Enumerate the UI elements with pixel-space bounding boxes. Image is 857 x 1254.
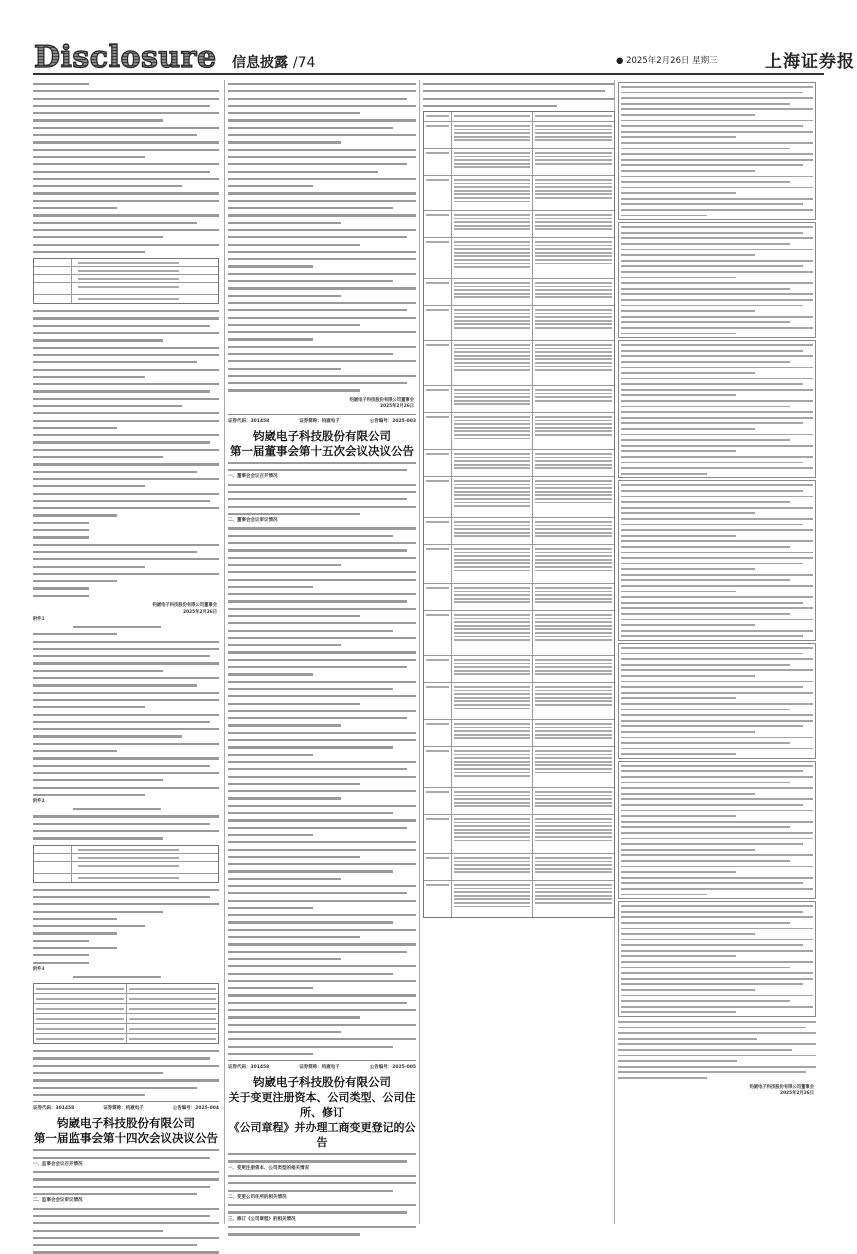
stock-name: 证券简称：钧崴电子 bbox=[299, 418, 340, 424]
page-title bbox=[232, 52, 315, 72]
announcement-title: 第一届监事会第十四次会议决议公告 bbox=[34, 1131, 218, 1146]
announcement-number: 公告编号：2025-005 bbox=[369, 1065, 416, 1071]
page-number: /74 bbox=[292, 55, 316, 71]
section-wordmark: Disclosure bbox=[34, 40, 217, 75]
column-divider bbox=[224, 80, 225, 1224]
company-name: 钧崴电子科技股份有限公司 bbox=[253, 428, 391, 443]
section-heading: 二、监事会会议审议情况 bbox=[33, 1198, 83, 1204]
company-name: 钧崴电子科技股份有限公司 bbox=[57, 1116, 195, 1131]
stock-name: 证券简称：钧崴电子 bbox=[103, 1106, 144, 1112]
signature-org: 钧崴电子科技股份有限公司董事会 bbox=[152, 603, 217, 608]
announcement-number: 公告编号：2025-004 bbox=[172, 1106, 219, 1112]
stock-code: 证券代码：301458 bbox=[228, 418, 270, 424]
signature-org: 钧崴电子科技股份有限公司董事会 bbox=[749, 1084, 814, 1090]
newspaper-logo: 上海证券报 bbox=[765, 52, 855, 72]
stock-name: 证券简称：钧崴电子 bbox=[299, 1065, 340, 1071]
announcement-meta bbox=[228, 418, 416, 425]
proxy-table bbox=[33, 845, 219, 883]
section-heading: 三、修订《公司章程》的相关情况 bbox=[228, 1216, 296, 1222]
column-4 bbox=[618, 80, 816, 1098]
column-2 bbox=[228, 80, 416, 1238]
registration-table bbox=[33, 983, 219, 1044]
announcement-title-line2: 《公司章程》并办理工商变更登记的公告 bbox=[228, 1121, 416, 1150]
charter-table-continued bbox=[618, 82, 816, 220]
issue-date: ● 2025年2月26日 星期三 bbox=[616, 56, 718, 66]
section-heading: 二、董事会会议审议情况 bbox=[228, 518, 278, 524]
attachment-label: 附件2 bbox=[33, 799, 45, 805]
column-divider bbox=[419, 80, 420, 1224]
signature-org: 钧崴电子科技股份有限公司董事会 bbox=[349, 397, 414, 403]
announcement-title-line1: 关于变更注册资本、公司类型、公司住所、修订 bbox=[228, 1091, 416, 1120]
attachment-label: 附件3 bbox=[33, 966, 45, 972]
masthead-rule bbox=[33, 73, 824, 75]
signature-date: 2025年2月26日 bbox=[183, 609, 217, 615]
announcement-meta bbox=[33, 1105, 219, 1112]
stock-code: 证券代码：301458 bbox=[33, 1106, 75, 1112]
page-title-text: 信息披露 bbox=[232, 55, 288, 71]
charter-comparison-table bbox=[423, 111, 615, 918]
signature-date: 2025年2月26日 bbox=[380, 404, 414, 410]
signature-date: 2025年2月26日 bbox=[780, 1091, 814, 1097]
stock-code: 证券代码：301458 bbox=[228, 1065, 270, 1071]
announcement-title: 第一届董事会第十五次会议决议公告 bbox=[230, 443, 414, 458]
section-heading: 一、董事会会议召开情况 bbox=[228, 474, 278, 480]
masthead bbox=[0, 0, 857, 78]
column-3 bbox=[423, 80, 615, 920]
announcement-meta bbox=[228, 1064, 416, 1071]
announcement-number: 公告编号：2025-003 bbox=[369, 418, 416, 424]
section-heading: 二、变更公司住所的相关情况 bbox=[228, 1194, 287, 1200]
attachment-label: 附件1 bbox=[33, 617, 45, 622]
proposal-table bbox=[33, 258, 219, 304]
section-heading: 一、监事会会议召开情况 bbox=[33, 1161, 83, 1167]
column-1 bbox=[33, 80, 219, 1254]
company-name: 钧崴电子科技股份有限公司 bbox=[253, 1075, 391, 1090]
section-heading: 一、变更注册资本、公司类型的相关情况 bbox=[228, 1165, 309, 1171]
